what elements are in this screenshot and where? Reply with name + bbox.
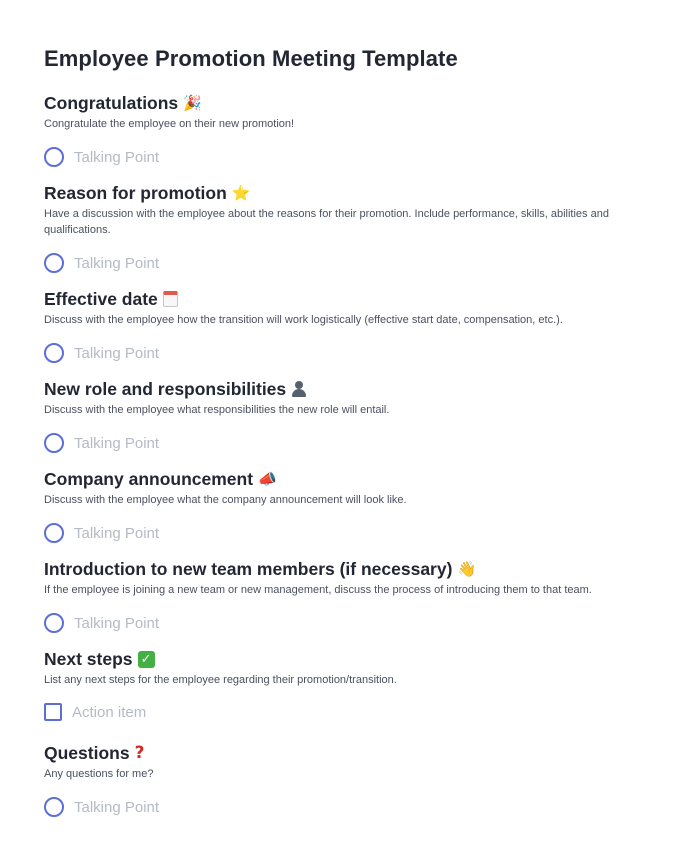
section-description: Discuss with the employee what responsibilities the new role will entail. [44,404,390,416]
section-description: List any next steps for the employee regarding their promotion/transition. [44,674,397,686]
action-item-input[interactable]: Action item [72,703,147,721]
talking-point-circle-icon[interactable] [44,433,64,453]
star-icon: ⭐ [231,184,251,202]
section-heading [44,92,644,114]
calendar-icon [163,291,178,307]
talking-point-circle-icon[interactable] [44,343,64,363]
talking-point-row[interactable] [44,613,159,633]
action-item-row[interactable] [44,703,146,721]
megaphone-icon: 📣 [258,470,277,488]
waving-hand-icon: 👋 [457,560,477,578]
section-heading-text: New role and responsibilities [44,379,287,399]
talking-point-row[interactable] [44,797,159,817]
red-question-mark-icon: ? [134,743,145,763]
section-description: Discuss with the employee what the company announcement will look like. [44,494,407,506]
section-heading [44,468,644,490]
section-company-announcement [44,468,644,508]
section-heading [44,558,644,580]
section-description: Any questions for me? [44,768,154,780]
section-description: Congratulate the employee on their new promotion! [44,118,295,130]
section-heading-text: Introduction to new team members (if necessary) [44,559,453,579]
section-reason-for-promotion [44,182,644,238]
section-description: If the employee is joining a new team or new management, discuss the process of introducing them to that team. [44,584,592,596]
party-popper-icon: 🎉 [183,94,202,112]
talking-point-circle-icon[interactable] [44,253,64,273]
action-item-checkbox[interactable] [44,703,62,721]
check-mark-button-icon: ✓ [138,651,155,668]
talking-point-row[interactable] [44,253,159,273]
section-description: Have a discussion with the employee about the reasons for their promotion. Include performance, skills, abilities and qualifications. [44,208,609,236]
talking-point-input[interactable]: Talking Point [74,614,160,632]
section-introduction-to-new-team-members [44,558,644,598]
section-heading [44,288,644,310]
talking-point-input[interactable]: Talking Point [74,148,160,166]
section-heading [44,742,644,764]
person-silhouette-icon [291,381,307,397]
section-questions [44,742,644,782]
talking-point-row[interactable] [44,523,159,543]
talking-point-input[interactable]: Talking Point [74,434,160,452]
section-heading [44,182,644,204]
talking-point-row[interactable] [44,147,159,167]
section-heading-text: Next steps [44,649,133,669]
section-heading-text: Reason for promotion [44,183,227,203]
section-next-steps [44,648,644,688]
talking-point-circle-icon[interactable] [44,523,64,543]
section-effective-date [44,288,644,328]
section-heading-text: Questions [44,743,130,763]
section-heading-text: Company announcement [44,469,254,489]
talking-point-input[interactable]: Talking Point [74,798,160,816]
section-heading [44,648,644,670]
section-new-role-and-responsibilities [44,378,644,418]
talking-point-input[interactable]: Talking Point [74,344,160,362]
section-heading-text: Effective date [44,289,158,309]
talking-point-circle-icon[interactable] [44,147,64,167]
section-congratulations [44,92,644,132]
section-heading [44,378,644,400]
talking-point-circle-icon[interactable] [44,613,64,633]
page-title: Employee Promotion Meeting Template [44,46,458,71]
talking-point-input[interactable]: Talking Point [74,254,160,272]
talking-point-input[interactable]: Talking Point [74,524,160,542]
talking-point-row[interactable] [44,433,159,453]
section-heading-text: Congratulations [44,93,179,113]
talking-point-circle-icon[interactable] [44,797,64,817]
section-description: Discuss with the employee how the transition will work logistically (effective start date, compensation, etc.). [44,314,563,326]
talking-point-row[interactable] [44,343,159,363]
